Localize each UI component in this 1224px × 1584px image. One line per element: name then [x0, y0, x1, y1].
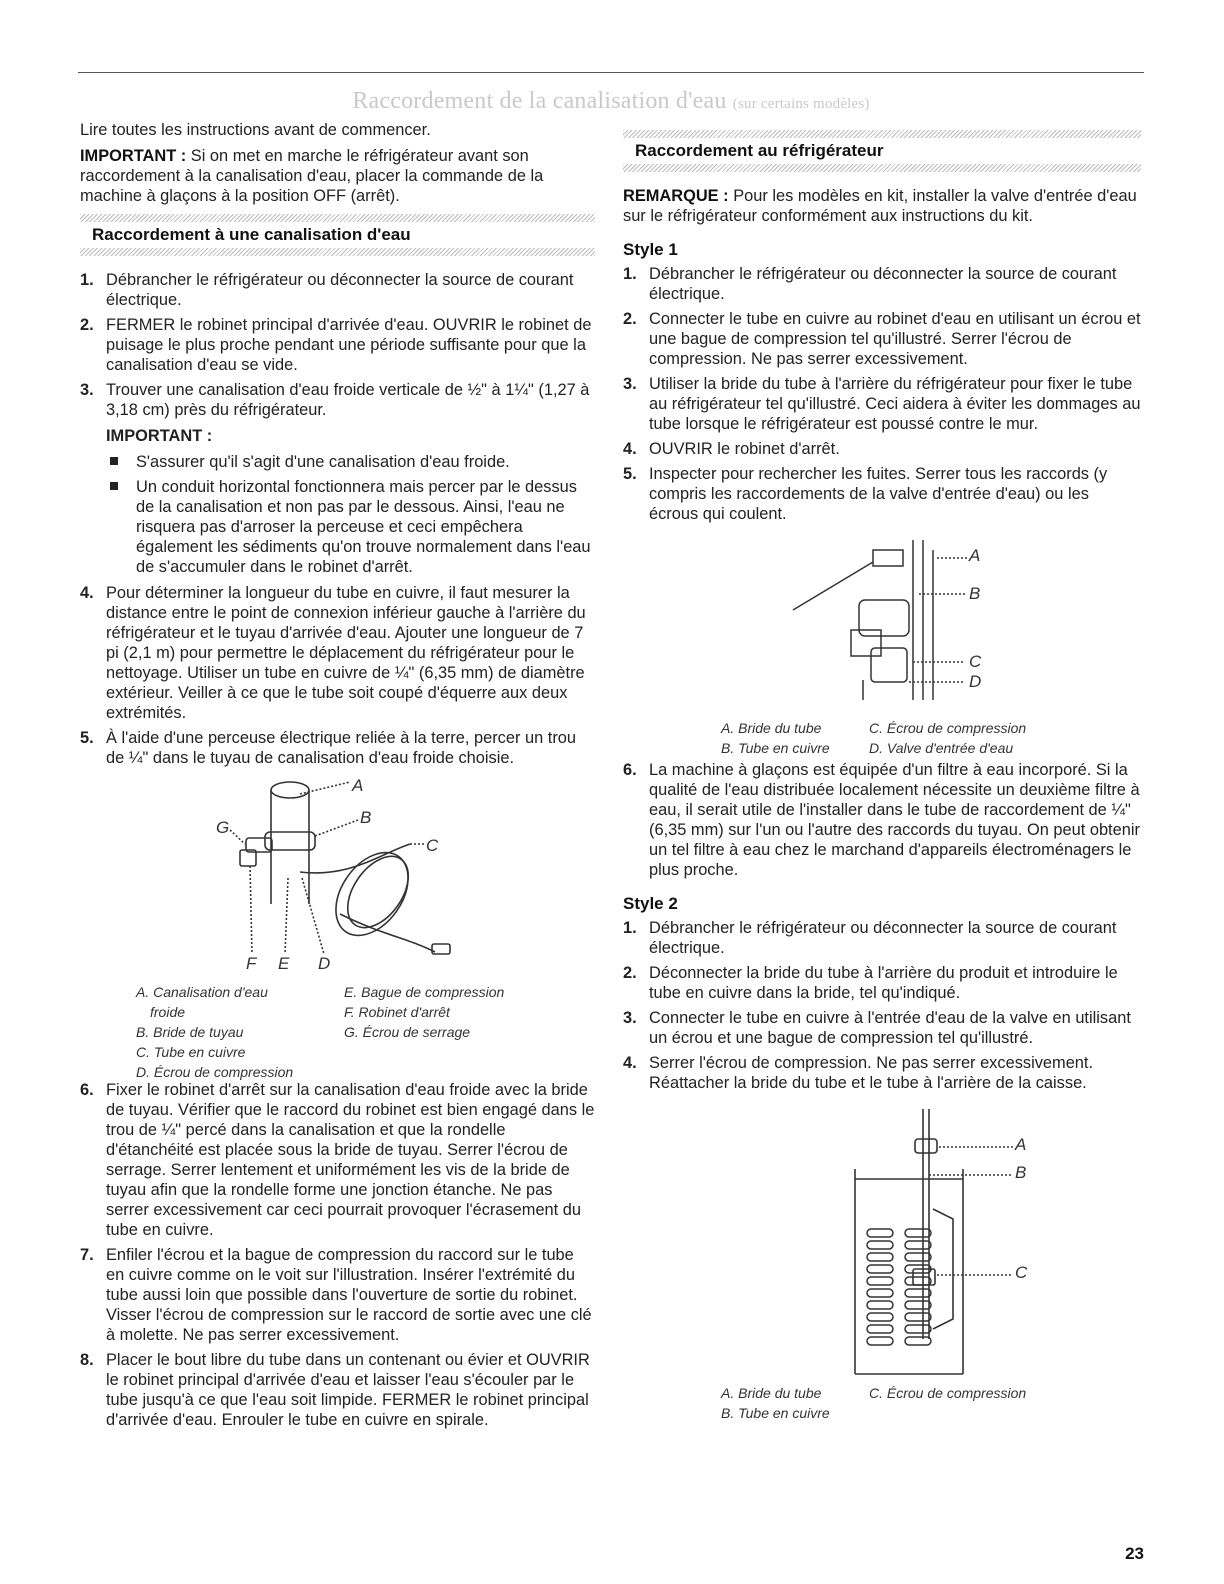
step-number: 3.	[623, 375, 637, 393]
figure-label-f: F	[246, 954, 257, 973]
step-number: 1.	[623, 919, 637, 937]
style2-cabinet-illustration	[623, 1099, 1141, 1379]
step-text: Inspecter pour rechercher les fuites. Serrer tous les raccords (y compris les raccordements de la valve d'entrée d'eau) ou les écrous qui coulent.	[649, 465, 1108, 523]
list-item	[623, 963, 1141, 1003]
step-number: 7.	[80, 1246, 94, 1264]
remarque-paragraph	[623, 186, 1141, 226]
figure-caption-col1	[136, 982, 336, 1082]
caption-line: D. Valve d'entrée d'eau	[869, 740, 1014, 756]
section-hatch	[80, 248, 595, 256]
step-text: OUVRIR le robinet d'arrêt.	[649, 440, 840, 458]
important-label: IMPORTANT :	[80, 147, 187, 165]
fig1-label-d: D	[969, 672, 982, 691]
caption-line: G. Écrou de serrage	[344, 1024, 471, 1040]
page-title-sub: (sur certains modèles)	[732, 96, 870, 112]
bullet-text: S'assurer qu'il s'agit d'une canalisation d'eau froide.	[136, 453, 510, 471]
step-number: 3.	[623, 1009, 637, 1027]
step-text: Débrancher le réfrigérateur ou déconnecter la source de courant électrique.	[106, 271, 574, 309]
figure-shutoff-valve	[80, 774, 595, 1080]
caption-line: B. Bride de tuyau	[136, 1024, 244, 1040]
list-item	[623, 309, 1141, 369]
step-text: Placer le bout libre du tube dans un contenant ou évier et OUVRIR le robinet principal d'arrivée d'eau et laisser l'eau s'écouler par le tube jusqu'à ce que l'eau soit limpide. FERMER le robinet principal d'arrivée d'eau. Enrouler le tube en cuivre en spirale.	[106, 1351, 590, 1429]
figure-label-a: A	[352, 776, 364, 795]
caption-line: froide	[150, 1004, 186, 1020]
step-number: 2.	[80, 316, 94, 334]
caption-line: B. Tube en cuivre	[721, 740, 830, 756]
step-number: 6.	[80, 1081, 94, 1099]
list-item	[623, 1053, 1141, 1093]
sub-important-label: IMPORTANT :	[106, 427, 213, 445]
bullet-item	[106, 452, 595, 472]
section-title: Raccordement à une canalisation d'eau	[92, 225, 411, 244]
fig1-label-b: B	[969, 584, 981, 603]
step-number: 2.	[623, 964, 637, 982]
step-number: 1.	[80, 271, 94, 289]
fig2-label-a: A	[1015, 1135, 1027, 1154]
list-item	[623, 374, 1141, 434]
list-item	[80, 1350, 595, 1430]
section-refrigerator	[623, 130, 1141, 172]
list-item	[80, 1245, 595, 1345]
list-item	[80, 270, 595, 310]
fig2-caption-col2	[869, 1383, 1109, 1403]
step-text: Pour déterminer la longueur du tube en cuivre, il faut mesurer la distance entre le point de connexion inférieur gauche à l'arrière du réfrigérateur et le tuyau d'arrivée d'eau. Ajouter une longueur de 7 pi (2,1 m) pour permettre le déplacement du réfrigérateur pour le nettoyage. Utiliser un tube en cuivre de ¼" (6,35 mm) de diamètre extérieur. Veiller à ce que le tube soit coupé d'équerre aux deux extrémités.	[106, 584, 586, 722]
section-hatch	[623, 130, 1141, 138]
section-title: Raccordement au réfrigérateur	[635, 141, 884, 160]
figure-label-g: G	[216, 818, 230, 837]
step-text: Fixer le robinet d'arrêt sur la canalisation d'eau froide avec la bride de tuyau. Vérifier que le raccord du robinet est bien engagé dans le trou de ¼" percé dans la canalisation et que la rondelle d'étanchéité est placée sous la bride de tuyau. Serrer l'écrou de serrage. Serrer lentement et uniformément les vis de la bride de tuyau afin que la rondelle forme une jonction étanche. Ne pas serrer excessivement car ceci pourrait provoquer l'écrasement du tube en cuivre.	[106, 1081, 595, 1239]
list-item	[623, 760, 1141, 880]
page-title-main: Raccordement de la canalisation d'eau	[352, 88, 727, 114]
list-item	[623, 439, 1141, 459]
list-item	[623, 1008, 1141, 1048]
step-number: 4.	[623, 1054, 637, 1072]
fig2-label-c: C	[1015, 1263, 1028, 1282]
step-text: Enfiler l'écrou et la bague de compression du raccord sur le tube en cuivre comme on le voit sur l'illustration. Insérer l'extrémité du tube aussi loin que possible dans l'ouverture de sortie du robinet. Visser l'écrou de compression sur le raccord de sortie avec une clé à molette. Ne pas serrer excessivement.	[106, 1246, 592, 1344]
figure-label-c: C	[426, 836, 439, 855]
step-number: 1.	[623, 265, 637, 283]
list-item	[623, 918, 1141, 958]
caption-line: C. Écrou de compression	[869, 1385, 1027, 1401]
important-paragraph	[80, 146, 595, 206]
caption-line: A. Bride du tube	[721, 1385, 822, 1401]
step-number: 5.	[80, 729, 94, 747]
step-text: Déconnecter la bride du tube à l'arrière du produit et introduire le tube en cuivre dans la bride, tel qu'indiqué.	[649, 964, 1118, 1002]
fig2-label-b: B	[1015, 1163, 1027, 1182]
list-item	[623, 264, 1141, 304]
page	[78, 0, 1144, 1584]
section-hatch	[623, 164, 1141, 172]
list-item	[623, 464, 1141, 524]
fig1-caption-col2	[869, 718, 1129, 758]
bullet-text: Un conduit horizontal fonctionnera mais percer par le dessus de la canalisation et non pas par le dessous. Ainsi, l'eau ne risquera pas d'arroser la perceuse et ceci empêchera également les sédiments qu'on trouve normalement dans l'eau de s'accumuler dans le robinet d'arrêt.	[136, 478, 591, 576]
step-text: Connecter le tube en cuivre à l'entrée d'eau de la valve en utilisant un écrou et une bague de compression tel qu'illustré.	[649, 1009, 1131, 1047]
bullet-icon	[110, 482, 118, 490]
step-text: FERMER le robinet principal d'arrivée d'eau. OUVRIR le robinet de puisage le plus proche pendant une période suffisante pour que la canalisation d'eau se vide.	[106, 316, 592, 374]
step-number: 3.	[80, 381, 94, 399]
right-column	[623, 120, 1141, 1435]
bullet-icon	[110, 457, 118, 465]
intro-text: Lire toutes les instructions avant de commencer.	[80, 121, 431, 139]
step-text: À l'aide d'une perceuse électrique reliée à la terre, percer un trou de ¼" dans le tuyau de canalisation d'eau froide choisie.	[106, 729, 577, 767]
remarque-text: Pour les modèles en kit, installer la valve d'entrée d'eau sur le réfrigérateur conformément aux instructions du kit.	[623, 187, 1137, 225]
figure-label-d: D	[318, 954, 331, 973]
step-text: Débrancher le réfrigérateur ou déconnecter la source de courant électrique.	[649, 919, 1117, 957]
figure-label-e: E	[278, 954, 290, 973]
section-water-line	[80, 214, 595, 256]
top-rule	[78, 72, 1144, 73]
left-column	[80, 120, 595, 1435]
step-text: Connecter le tube en cuivre au robinet d'eau en utilisant un écrou et une bague de compression tel qu'illustré. Serrer l'écrou de compression. Ne pas serrer excessivement.	[649, 310, 1141, 368]
style1-steps	[623, 264, 1141, 524]
step-text: Trouver une canalisation d'eau froide verticale de ½" à 1¼" (1,27 à 3,18 cm) près du réfrigérateur.	[106, 381, 590, 419]
fig1-caption-col1	[721, 718, 861, 758]
list-item	[80, 728, 595, 768]
style2-steps	[623, 918, 1141, 1093]
figure-style2	[623, 1099, 1141, 1429]
important-text: Si on met en marche le réfrigérateur avant son raccordement à la canalisation d'eau, placer la commande de la machine à glaçons à la position OFF (arrêt).	[80, 147, 544, 205]
step-text: Utiliser la bride du tube à l'arrière du réfrigérateur pour fixer le tube au réfrigérateur tel qu'illustré. Ceci aidera à éviter les dommages au tube lorsque le réfrigérateur est poussé contre le mur.	[649, 375, 1141, 433]
remarque-label: REMARQUE :	[623, 187, 729, 205]
list-item	[80, 315, 595, 375]
caption-line: F. Robinet d'arrêt	[344, 1004, 450, 1020]
shutoff-valve-illustration	[80, 774, 595, 974]
step-number: 6.	[623, 761, 637, 779]
style1-valve-illustration	[623, 530, 1141, 710]
list-item	[80, 1080, 595, 1240]
page-number: 23	[1125, 1544, 1144, 1563]
caption-line: E. Bague de compression	[344, 984, 505, 1000]
step-number: 5.	[623, 465, 637, 483]
figure-style1	[623, 530, 1141, 754]
step-number: 8.	[80, 1351, 94, 1369]
caption-line: C. Tube en cuivre	[136, 1044, 246, 1060]
fig1-label-c: C	[969, 652, 982, 671]
page-title	[78, 88, 1144, 115]
step-text: Serrer l'écrou de compression. Ne pas serrer excessivement. Réattacher la bride du tube et le tube à l'arrière de la caisse.	[649, 1054, 1094, 1092]
step-number: 4.	[623, 440, 637, 458]
figure-label-b: B	[360, 808, 372, 827]
style2-title: Style 2	[623, 894, 678, 913]
caption-line: C. Écrou de compression	[869, 720, 1027, 736]
style1-step6	[623, 760, 1141, 880]
step-number: 2.	[623, 310, 637, 328]
caption-line: A. Canalisation d'eau	[136, 984, 268, 1000]
steps-list-c	[80, 1080, 595, 1430]
fig1-label-a: A	[969, 546, 981, 565]
caption-line: D. Écrou de compression	[136, 1064, 294, 1080]
caption-line: A. Bride du tube	[721, 720, 822, 736]
step-text: La machine à glaçons est équipée d'un filtre à eau incorporé. Si la qualité de l'eau distribuée localement nécessite un deuxième filtre à eau, il serait utile de l'installer dans le tube de raccordement de ¼" (6,35 mm) sur l'un ou l'autre des raccords du tuyau. On peut obtenir un tel filtre à eau chez le marchand d'appareils électroménagers le plus proche.	[649, 761, 1140, 879]
figure-caption-col2	[344, 982, 584, 1042]
step-number: 4.	[80, 584, 94, 602]
step-text: Débrancher le réfrigérateur ou déconnecter la source de courant électrique.	[649, 265, 1117, 303]
list-item	[80, 380, 595, 577]
list-item	[80, 583, 595, 723]
style1-title: Style 1	[623, 240, 678, 259]
caption-line: B. Tube en cuivre	[721, 1405, 830, 1421]
bullet-item	[106, 477, 595, 577]
section-hatch	[80, 214, 595, 222]
important-bullets	[106, 452, 595, 577]
fig2-caption-col1	[721, 1383, 861, 1423]
steps-list-a	[80, 270, 595, 768]
